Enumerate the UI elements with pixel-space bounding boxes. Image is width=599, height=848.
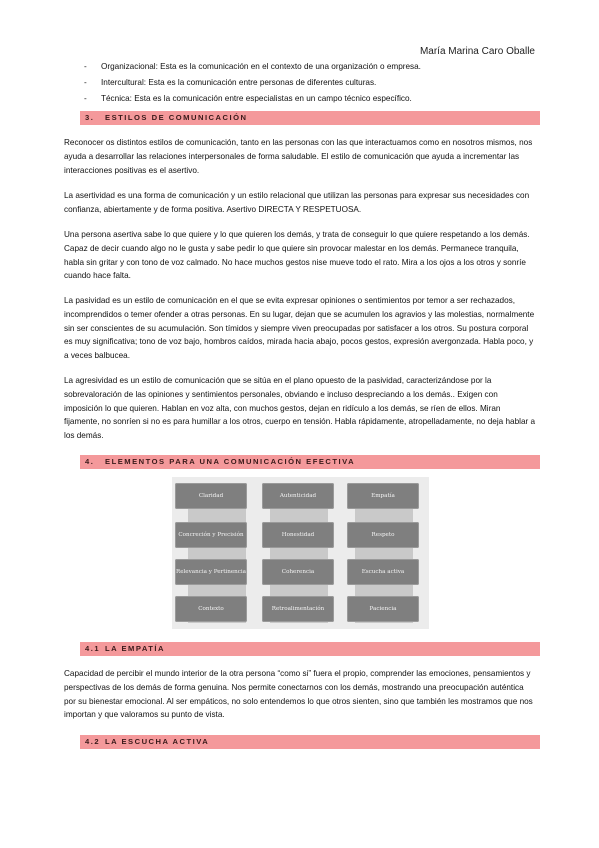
paragraph-empatia: Capacidad de percibir el mundo interior de la otra persona “como si” fuera el propio, comprender las emociones, pensamientos y perspectivas de los demás de forma genuina. Nos permite conectarnos con los demás, mostrando una preocupación auténtica por su bienestar emocional. Al ser empáticos, no solo entendemos lo que otros sienten, sino que también les mostramos que nos importan y que valoramos su punto de vista. bbox=[64, 669, 533, 720]
diagram-box: Honestidad bbox=[262, 522, 334, 548]
diagram-box: Concreción y Precisión bbox=[175, 522, 247, 548]
diagram-box: Escucha activa bbox=[347, 559, 419, 585]
bullet-text: Organizacional: Esta es la comunicación en el contexto de una organización o empresa. bbox=[101, 62, 421, 71]
section-heading-3 bbox=[80, 111, 540, 125]
section-heading-4-2 bbox=[80, 735, 540, 749]
paragraph-asertividad: La asertividad es una forma de comunicación y un estilo relacional que utilizan las personas para expresar sus necesidades con confianza, abiertamente y de forma positiva. Asertivo DIRECTA Y RESPETUOSA. bbox=[64, 191, 530, 214]
section-heading-4 bbox=[80, 455, 540, 469]
bullet-marker: - bbox=[84, 62, 87, 71]
section-number: 4.2 bbox=[85, 737, 101, 746]
diagram-box: Contexto bbox=[175, 596, 247, 622]
bullet-text: Técnica: Esta es la comunicación entre especialistas en un campo técnico específico. bbox=[101, 94, 412, 103]
diagram-box: Retroalimentación bbox=[262, 596, 334, 622]
section-number: 4. bbox=[85, 457, 95, 466]
diagram-box: Relevancia y Pertinencia bbox=[175, 559, 247, 585]
section-number: 3. bbox=[85, 113, 95, 122]
list-item bbox=[84, 91, 554, 107]
section-title: LA EMPATÍA bbox=[105, 644, 165, 653]
bullet-marker: - bbox=[84, 94, 87, 103]
diagram-box: Empatía bbox=[347, 483, 419, 509]
paragraph-intro: Reconocer os distintos estilos de comunicación, tanto en las personas con las que interactuamos como en nosotros mismos, nos ayuda a desarrollar las relaciones interpersonales de forma saludable. El estilo de comunicación que ayuda a incrementar las interacciones positivas es el asertivo. bbox=[64, 138, 533, 175]
list-item bbox=[84, 59, 554, 75]
author-name: María Marina Caro Oballe bbox=[419, 46, 535, 57]
bullet-text: Intercultural: Esta es la comunicación entre personas de diferentes culturas. bbox=[101, 78, 377, 87]
diagram-box: Coherencia bbox=[262, 559, 334, 585]
paragraph-agresividad: La agresividad es un estilo de comunicación que se sitúa en el plano opuesto de la pasividad, caracterizándose por la sobrevaloración de las opiniones y sentimientos personales, obviando e incluso despreciando a los demás.. Exigen con imposición lo que quieren. Hablan en voz alta, con muchos gestos, dejan en ridículo a los demás, se ríen de ellos. Miran fijamente, no sonríen si no es para humillar a los otros, cuerpo en tensión. Habla rápidamente, atropelladamente, no deja hablar a los demás. bbox=[64, 376, 536, 441]
elements-diagram bbox=[172, 477, 429, 629]
bullet-list bbox=[84, 59, 554, 107]
diagram-box: Respeto bbox=[347, 522, 419, 548]
section-heading-4-1 bbox=[80, 642, 540, 656]
section-title: ELEMENTOS PARA UNA COMUNICACIÓN EFECTIVA bbox=[105, 457, 356, 466]
diagram-box: Claridad bbox=[175, 483, 247, 509]
paragraph-pasividad: La pasividad es un estilo de comunicación en el que se evita expresar opiniones o sentimientos por temor a ser rechazados, incomprendidos o temer ofender a otras personas. En su lugar, dejan que se acumulen los agravios y las molestias, normalmente sin ser conscientes de su acumulación. Son tímidos y siempre viven preocupadas por satisfacer a los otros. Su postura corporal es muy significativa; tono de voz bajo, hombros caídos, mirada hacia abajo, pocos gestos, expresión avergonzada. Habla poco, y a veces balbucea. bbox=[64, 296, 535, 361]
diagram-box: Autenticidad bbox=[262, 483, 334, 509]
paragraph-persona-asertiva: Una persona asertiva sabe lo que quiere y lo que quieren los demás, y trata de conseguir lo que quiere respetando a los demás. Capaz de decir cuando algo no le gusta y sabe pedir lo que quiere sin provocar malestar en los demás. Permanece tranquila, habla sin gritar y con tono de voz calmado. No hace muchos gestos nise mueve todo el rato. Mira a los ojos a los otros y sonríe cuando hace falta. bbox=[64, 230, 530, 281]
section-number: 4.1 bbox=[85, 644, 101, 653]
diagram-box: Paciencia bbox=[347, 596, 419, 622]
section-title: LA ESCUCHA ACTIVA bbox=[105, 737, 210, 746]
bullet-marker: - bbox=[84, 78, 87, 87]
section-title: ESTILOS DE COMUNICACIÓN bbox=[105, 113, 248, 122]
list-item bbox=[84, 75, 554, 91]
